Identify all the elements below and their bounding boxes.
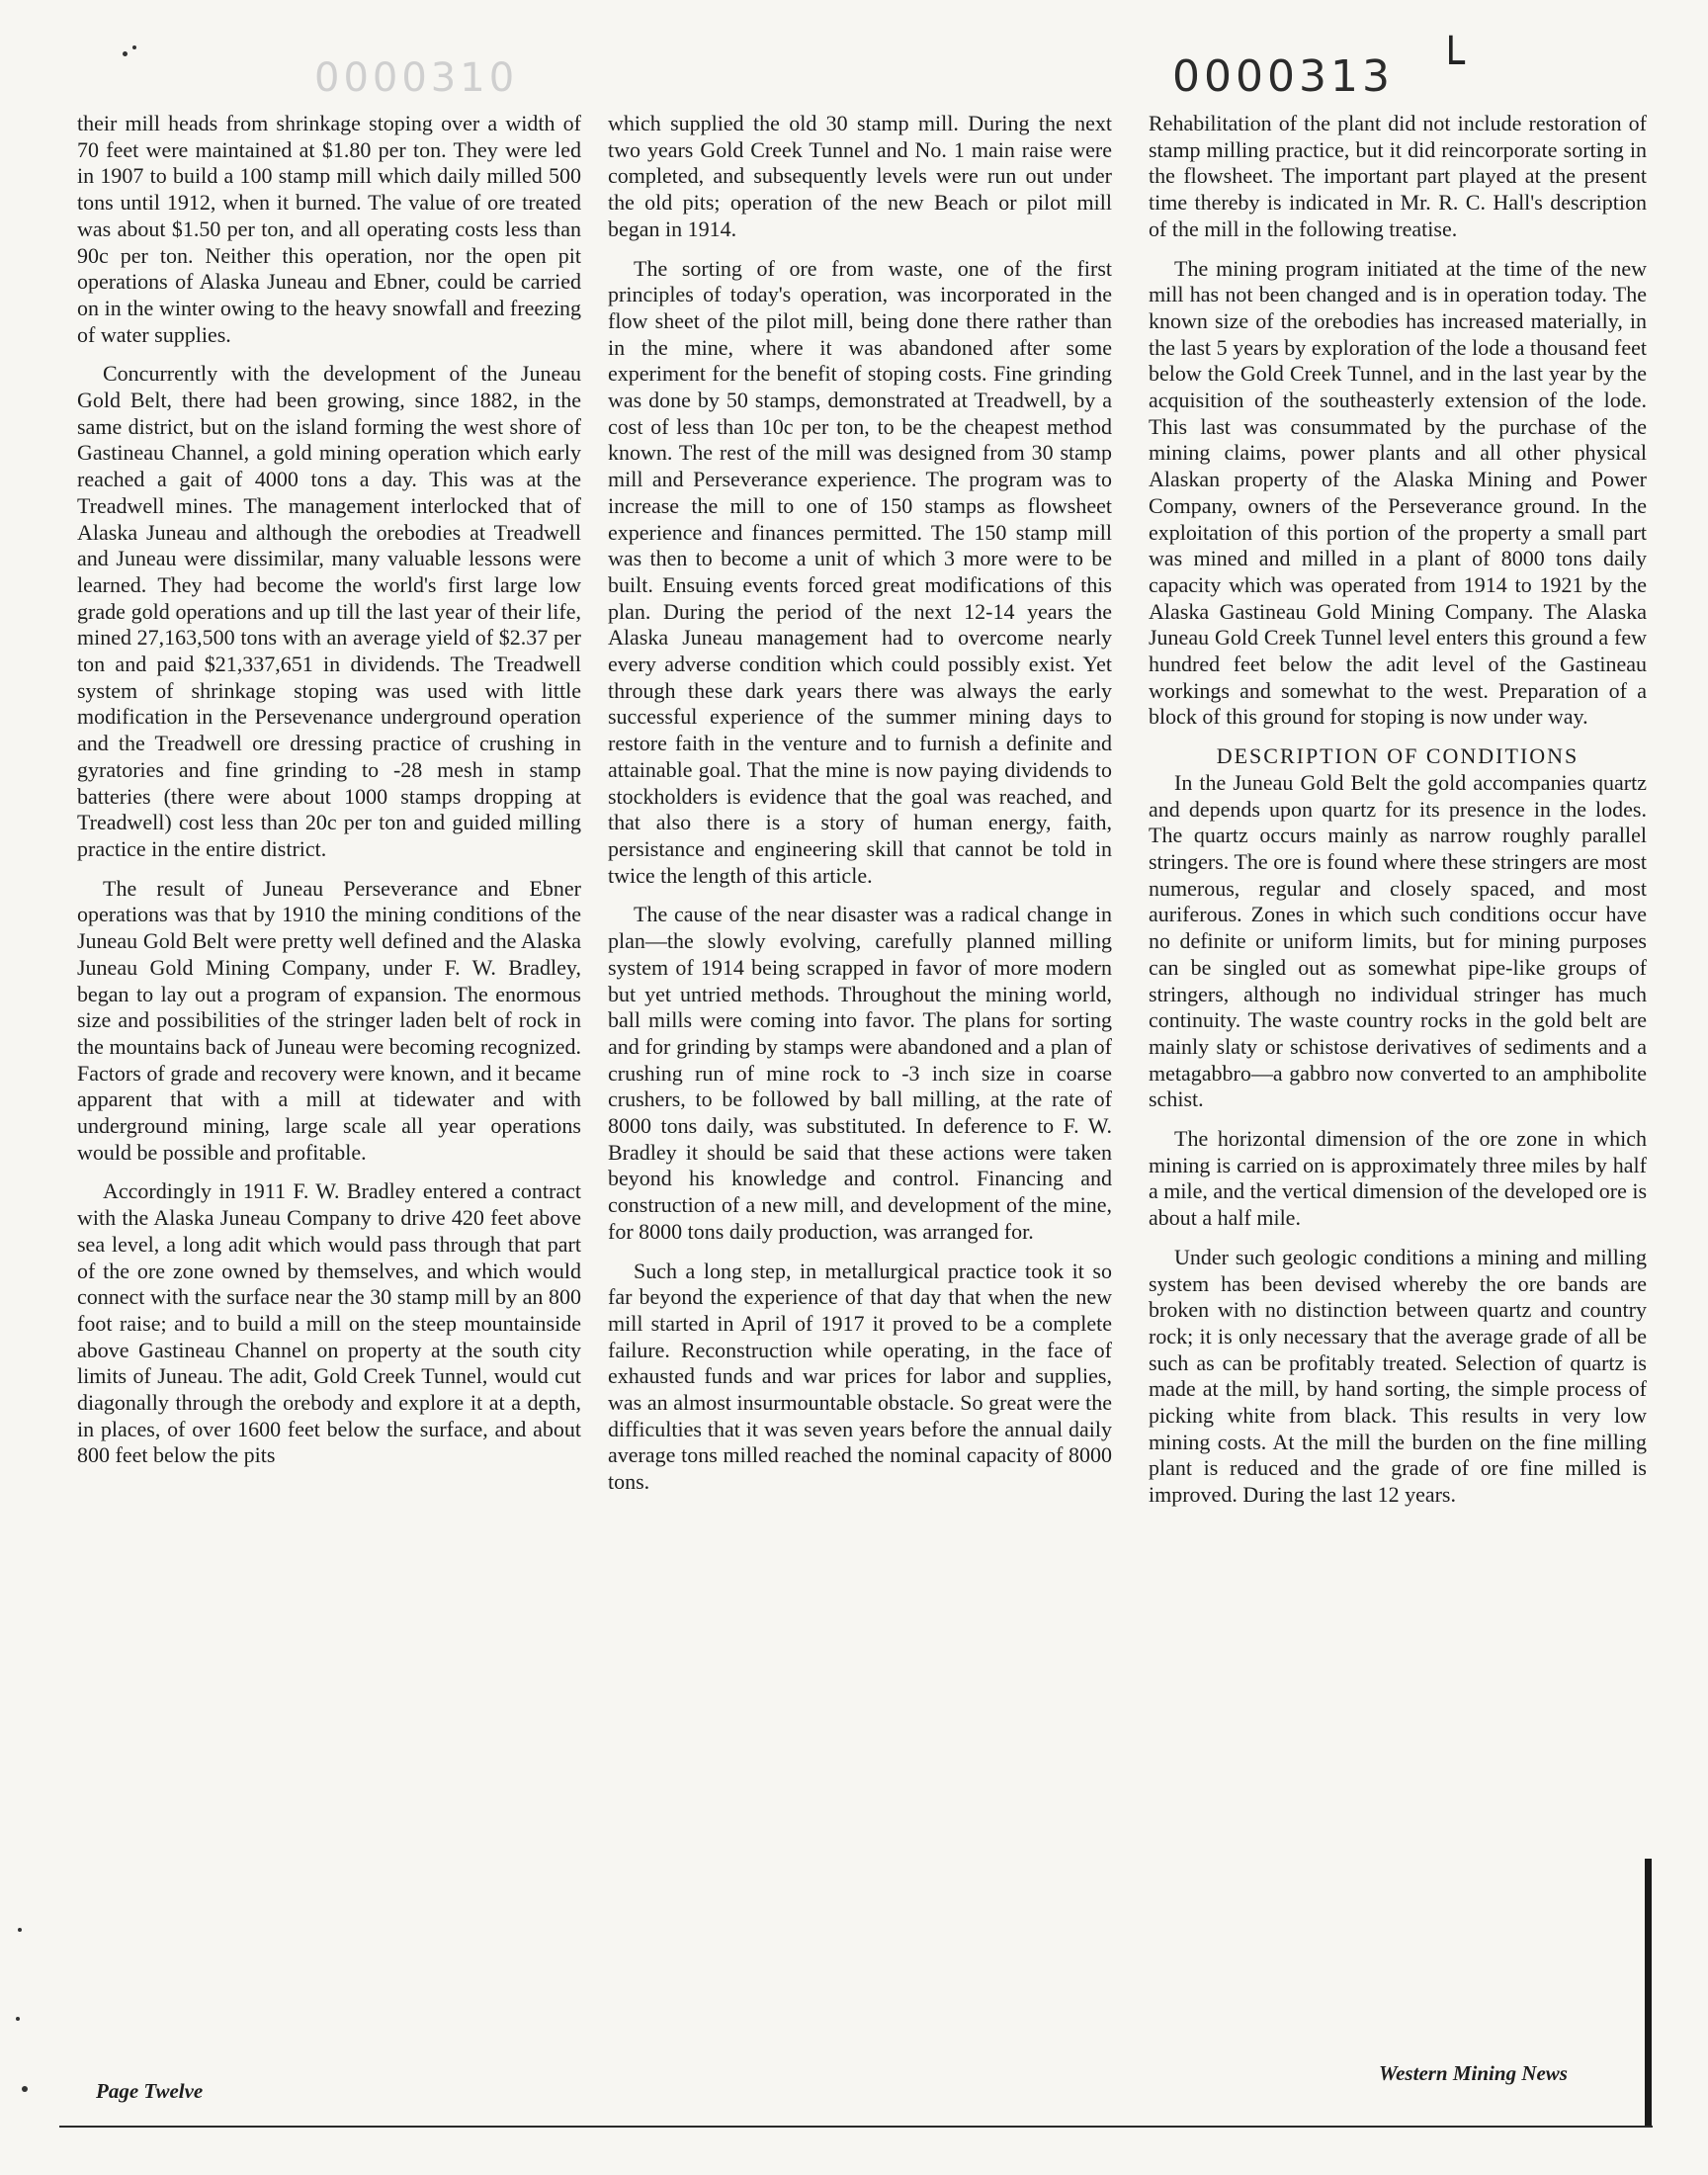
paragraph: In the Juneau Gold Belt the gold accompanies quartz and depends upon quartz for its presence in the lodes. The quartz occurs mainly as narrow roughly parallel stringers. The ore is found where these stringers are most numerous, regular and closely spaced, and most auriferous. Zones in which such conditions occur have no definite or uniform limits, but for mining purposes can be singled out as somewhat pipe-like groups of stringers, although no individual stringer has much continuity. The waste country rocks in the gold belt are mainly slaty or schistose derivatives of sediments and a metagabbro—a gabbro now converted to an amphibolite schist. — [1149, 769, 1647, 1112]
footer-page-label: Page Twelve — [96, 2079, 204, 2103]
article-column-3 — [1149, 111, 1647, 1522]
ink-speck — [22, 2086, 28, 2092]
ink-speck — [18, 1928, 22, 1932]
ink-speck — [16, 2017, 20, 2021]
section-heading: DESCRIPTION OF CONDITIONS — [1216, 743, 1580, 769]
paragraph: The result of Juneau Perseverance and Ebner operations was that by 1910 the mining conditions of the Juneau Gold Belt were pretty well defined and the Alaska Juneau Gold Mining Company, under F. W. Bradley, began to lay out a program of expansion. The enormous size and possibilities of the stringer laden belt of rock in the mountains back of Juneau were becoming recognized. Factors of grade and recovery were known, and it became apparent that with a mill at tidewater and with underground mining, large scale all year operations would be possible and profitable. — [77, 875, 581, 1165]
paragraph: Concurrently with the development of the Juneau Gold Belt, there had been growing, since 1882, in the same district, but on the island forming the west shore of Gastineau Channel, a gold mining operation which early reached a gait of 4000 tons a day. This was at the Treadwell mines. The management interlocked that of Alaska Juneau and although the orebodies at Treadwell and Juneau were dissimilar, many valuable lessons were learned. They had become the world's first large low grade gold operations and up till the last year of their life, mined 27,163,500 tons with an average yield of $2.37 per ton and paid $21,337,651 in dividends. The Treadwell system of shrinkage stoping was used with little modification in the Persevenance underground operation and the Treadwell ore dressing practice of crushing in gyratories and fine grinding to -28 mesh in stamp batteries (there were about 1000 stamps dropping at Treadwell) cost less than 20c per ton and guided milling practice in the entire district. — [77, 361, 581, 861]
footer-publication-name: Western Mining News — [1379, 2061, 1568, 2085]
paragraph: The sorting of ore from waste, one of the first principles of today's operation, was incorporated in the flow sheet of the pilot mill, being done there rather than in the mine, where it was abandoned after some experiment for the benefit of stoping costs. Fine grinding was done by 50 stamps, demonstrated at Treadwell, by a cost of less than 10c per ton, to be the cheapest method known. The rest of the mill was designed from 30 stamp mill and Perseverance experience. The program was to increase the mill to one of 150 stamps as flowsheet experience and finances permitted. The 150 stamp mill was then to become a unit of which 3 more were to be built. Ensuing events forced great modifications of this plan. During the period of the next 12-14 years the Alaska Juneau management had to overcome nearly every adverse condition which could possibly exist. Yet through these dark years there was always the early successful experience of the summer mining days to restore faith in the venture and to furnish a definite and attainable goal. That the mine is now paying dividends to stockholders is evidence that the goal was reached, and that also there is a story of human energy, faith, persistance and engineering skill that cannot be told in twice the length of this article. — [608, 255, 1112, 888]
paragraph: The horizontal dimension of the ore zone in which mining is carried on is approximately three miles by half a mile, and the vertical dimension of the developed ore is about a half mile. — [1149, 1126, 1648, 1231]
article-column-1 — [77, 111, 581, 1482]
paragraph: The cause of the near disaster was a radical change in plan—the slowly evolving, carefully planned milling system of 1914 being scrapped in favor of more modern but yet untried methods. Throughout the mining world, ball mills were coming into favor. The plans for sorting and for grinding by stamps were abandoned and a plan of crushing run of mine rock to -3 inch size in coarse crushers, to be followed by ball milling, at the rate of 8000 tons daily, was substituted. In deference to F. W. Bradley it should be said that these actions were taken beyond his knowledge and control. Financing and construction of a new mill, and development of the mine, for 8000 tons daily production, was arranged for. — [608, 902, 1112, 1244]
ink-speck — [132, 45, 136, 49]
paragraph: which supplied the old 30 stamp mill. During the next two years Gold Creek Tunnel and No. 1 main raise were completed, and subsequently levels were run out under the old pits; operation of the new Beach or pilot mill began in 1914. — [608, 111, 1112, 241]
paragraph: Accordingly in 1911 F. W. Bradley entered a contract with the Alaska Juneau Company to drive 420 feet above sea level, a long adit which would pass through that part of the ore zone owned by themselves, and which would connect with the surface near the 30 stamp mill by an 800 foot raise; and to build a mill on the steep mountainside above Gastineau Channel on property at the south city limits of Juneau. The adit, Gold Creek Tunnel, would cut diagonally through the orebody and explore it at a depth, in places, of over 1600 feet below the surface, and about 800 feet below the pits — [77, 1178, 581, 1468]
ink-speck — [123, 51, 128, 56]
paragraph: Rehabilitation of the plant did not include restoration of stamp milling practice, but it did reincorporate sorting in the flowsheet. The important part played at the present time thereby is indicated in Mr. R. C. Hall's description of the mill in the following treatise. — [1149, 111, 1647, 241]
faded-page-number: 0000310 — [314, 55, 519, 101]
paragraph: their mill heads from shrinkage stoping over a width of 70 feet were maintained at $1.80 per ton. They were led in 1907 to build a 100 stamp mill which daily milled 500 tons until 1912, when it burned. The value of ore treated was about $1.50 per ton, and all operating costs less than 90c per ton. Neither this operation, nor the open pit operations of Alaska Juneau and Ebner, could be carried on in the winter owing to the heavy snowfall and freezing of water supplies. — [77, 111, 581, 347]
right-border-rule — [1645, 1859, 1652, 2126]
pen-check-mark: └ — [1437, 36, 1465, 89]
paragraph: The mining program initiated at the time of the new mill has not been changed and is in operation today. The known size of the orebodies has increased materially, in the last 5 years by exploration of the lode a thousand feet below the Gold Creek Tunnel, and in the last year by the acquisition of the southeasterly extension of the lode. This last was consummated by the purchase of the mining claims, power plants and all other physical Alaskan property of the Alaska Mining and Power Company, owners of the Perseverance ground. In the exploitation of this portion of the property a small part was mined and milled in a plant of 8000 tons daily capacity which was operated from 1914 to 1921 by the Alaska Gastineau Gold Mining Company. The Alaska Juneau Gold Creek Tunnel level enters this ground a few hundred feet below the adit level of the Gastineau workings and somewhat to the west. Preparation of a block of this ground for stoping is now under way. — [1149, 255, 1647, 730]
bates-stamp-number: 0000313 — [1172, 51, 1394, 102]
paragraph: Under such geologic conditions a mining and milling system has been devised whereby the ore bands are broken with no distinction between quartz and country rock; it is only necessary that the average grade of all be such as can be profitably treated. Selection of quartz is made at the mill, by hand sorting, the simple process of picking white from black. This results in very low mining costs. At the mill the burden on the fine milling plant is reduced and the grade of ore fine milled is improved. During the last 12 years. — [1149, 1244, 1647, 1508]
bottom-border-rule — [59, 2126, 1653, 2128]
paragraph: Such a long step, in metallurgical practice took it so far beyond the experience of that day that when the new mill started in April of 1917 it proved to be a complete failure. Reconstruction while operating, in the face of exhausted funds and war prices for labor and supplies, was an almost insurmountable obstacle. So great were the difficulties that it was seven years before the annual daily average tons milled reached the nominal capacity of 8000 tons. — [608, 1258, 1112, 1495]
article-column-2 — [608, 111, 1112, 1509]
